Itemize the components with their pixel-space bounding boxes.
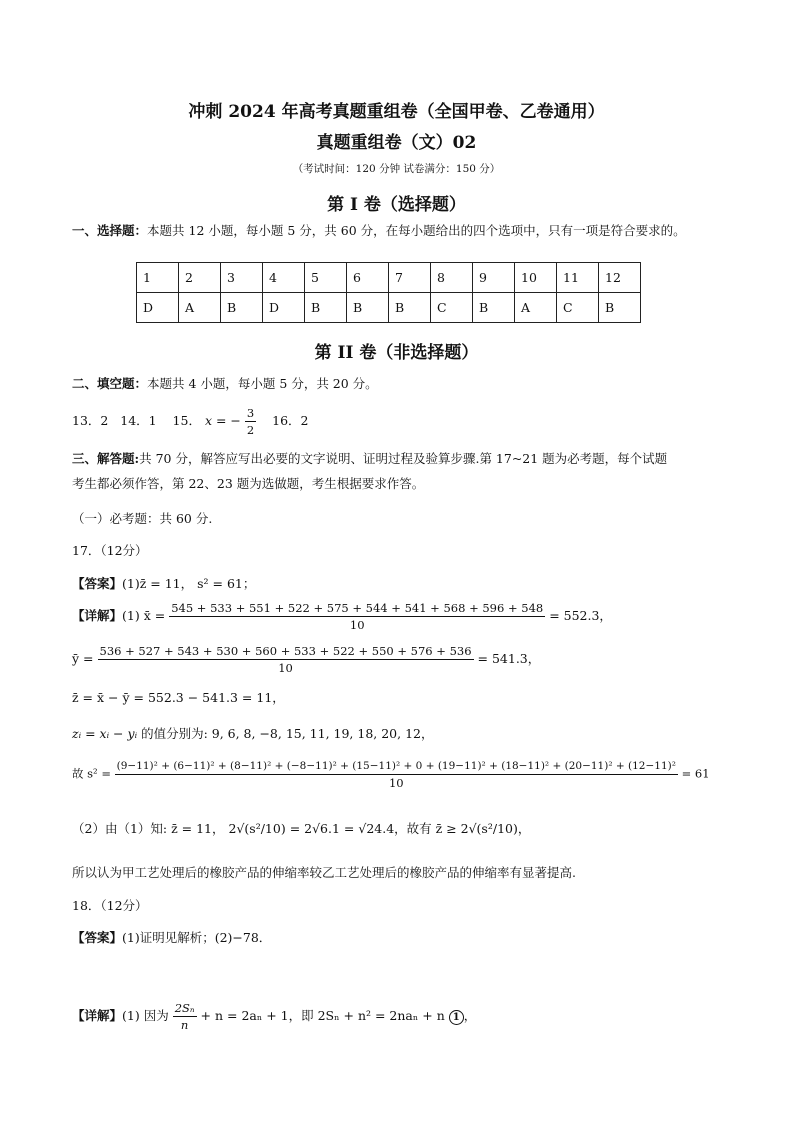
equation-tail: ， xyxy=(463,1008,477,1023)
question-number-cell: 6 xyxy=(347,263,389,293)
x-mean-fraction xyxy=(169,600,545,633)
solve-text-2: 考生都必须作答，第 22、23 题为选做题，考生根据要求作答。 xyxy=(72,476,425,491)
question-number-row xyxy=(137,263,641,293)
question-number-cell: 9 xyxy=(473,263,515,293)
part2-math: 2√(s²/10) = 2√6.1 = √24.4 xyxy=(228,821,395,836)
fill-answers xyxy=(72,405,308,438)
question-number-cell: 5 xyxy=(305,263,347,293)
q17-label: 17．（12分） xyxy=(72,543,148,558)
solve-instruction xyxy=(72,446,727,496)
fill-lead: 二、填空题： xyxy=(72,376,148,391)
frac-den: n xyxy=(180,1018,189,1032)
answer-text: (1)z̄ = 11， s² = 61； xyxy=(122,576,256,591)
variance-num: (9−11)² + (6−11)² + (8−11)² + (−8−11)² + (15−11)² + 0 + (19−11)² + (18−11)² + (20−11)² + (12−11)² xyxy=(115,758,678,775)
variance-prefix: 故 s² = xyxy=(72,766,111,781)
fill-instruction xyxy=(72,371,727,396)
answer-cell: A xyxy=(179,293,221,323)
detail-tag: 【详解】 xyxy=(72,1008,123,1023)
detail-tag: 【详解】 xyxy=(72,608,123,623)
question-number-cell: 10 xyxy=(515,263,557,293)
question-number-cell: 8 xyxy=(431,263,473,293)
zi-formula: zᵢ = xᵢ − yᵢ xyxy=(72,726,138,741)
answer-cell: B xyxy=(221,293,263,323)
answer-cell: B xyxy=(347,293,389,323)
part2-text-2: ，故有 z̄ ≥ 2√(s²/10)， xyxy=(394,821,531,836)
frac-den: 2 xyxy=(246,423,255,437)
detail-text: (1) 因为 xyxy=(122,1008,169,1023)
q17-answer xyxy=(72,571,727,596)
part2-text-1: （2）由（1）知: z̄ = 11， xyxy=(72,821,225,836)
answer-tag: 【答案】 xyxy=(72,930,123,945)
q17-part2 xyxy=(72,819,530,837)
required-section: （一）必考题：共 60 分. xyxy=(72,511,213,526)
question-number-cell: 3 xyxy=(221,263,263,293)
q18-fraction xyxy=(173,1000,197,1033)
fill-answer-14: 14．1 xyxy=(120,413,157,428)
fill-answer-15-var: x xyxy=(204,413,212,428)
fill-text: 本题共 4 小题，每小题 5 分，共 20 分。 xyxy=(147,376,378,391)
x-mean-prefix: (1) x̄ = xyxy=(122,608,166,623)
q17-conclusion: 所以认为甲工艺处理后的橡胶产品的伸缩率较乙工艺处理后的橡胶产品的伸缩率有显著提高. xyxy=(72,865,576,880)
answer-cell: C xyxy=(557,293,599,323)
fill-answer-15-label: 15． xyxy=(172,413,201,428)
answer-row xyxy=(137,293,641,323)
answer-text: (1)证明见解析；(2)−78． xyxy=(122,930,272,945)
equation-rest: + n = 2aₙ + 1，即 2Sₙ + n² = 2naₙ + n xyxy=(196,1008,445,1023)
instruction-lead: 一、选择题： xyxy=(72,223,148,238)
q18-label: 18．（12分） xyxy=(72,898,148,913)
y-sum: 536 + 527 + 543 + 530 + 560 + 533 + 522 + 550 + 576 + 536 xyxy=(99,644,472,658)
frac-num: 2Sₙ xyxy=(174,1001,195,1015)
fill-answer-15-fraction xyxy=(245,405,256,438)
q17-detail-y xyxy=(72,643,540,676)
solve-lead: 三、解答题: xyxy=(72,451,140,466)
fill-answer-13: 13．2 xyxy=(72,413,109,428)
solve-text-1: 共 70 分，解答应写出必要的文字说明、证明过程及验算步骤.第 17~21 题为必考题，每个试题 xyxy=(139,451,668,466)
circled-number-one: 1 xyxy=(449,1010,464,1025)
q17-variance xyxy=(72,758,710,791)
y-den: 10 xyxy=(278,661,293,675)
part2-heading: 第 II 卷（非选择题） xyxy=(314,343,479,363)
x-den: 10 xyxy=(349,618,365,632)
part1-heading: 第 I 卷（选择题） xyxy=(327,195,466,215)
question-number-cell: 7 xyxy=(389,263,431,293)
answer-tag: 【答案】 xyxy=(72,576,123,591)
answer-cell: C xyxy=(431,293,473,323)
answer-cell: D xyxy=(263,293,305,323)
question-number-cell: 12 xyxy=(599,263,641,293)
frac-num: 3 xyxy=(246,406,255,420)
q17-zi-values xyxy=(72,724,434,742)
x-sum: 545 + 533 + 551 + 522 + 575 + 544 + 541 + 568 + 596 + 548 xyxy=(171,601,544,615)
part1-instruction xyxy=(72,218,727,243)
question-number-cell: 1 xyxy=(137,263,179,293)
y-mean-fraction xyxy=(98,643,474,676)
x-result: = 552.3， xyxy=(549,608,612,623)
q17-z-mean: z̄ = x̄ − ȳ = 552.3 − 541.3 = 11， xyxy=(72,690,285,705)
answer-cell: B xyxy=(599,293,641,323)
answer-cell: A xyxy=(515,293,557,323)
zi-values-text: 的值分别为: 9, 6, 8, −8, 15, 11, 19, 18, 20, 12， xyxy=(137,726,434,741)
variance-result: = 61 xyxy=(681,766,710,781)
page-title: 冲刺 2024 年高考真题重组卷（全国甲卷、乙卷通用） xyxy=(188,102,605,122)
fill-answer-15-eq: = − xyxy=(212,413,241,428)
exam-meta: （考试时间：120 分钟 试卷满分：150 分） xyxy=(292,163,501,175)
answer-cell: B xyxy=(473,293,515,323)
q17-detail-x xyxy=(72,600,612,633)
y-mean-prefix: ȳ = xyxy=(72,651,94,666)
variance-den: 10 xyxy=(388,776,404,790)
answer-table xyxy=(136,262,641,323)
question-number-cell: 2 xyxy=(179,263,221,293)
page-subtitle: 真题重组卷（文）02 xyxy=(316,133,477,153)
question-number-cell: 4 xyxy=(263,263,305,293)
q18-answer xyxy=(72,925,727,950)
instruction-text: 本题共 12 小题，每小题 5 分，共 60 分，在每小题给出的四个选项中，只有一项是符合要求的。 xyxy=(147,223,686,238)
fill-answer-16: 16．2 xyxy=(272,413,309,428)
y-result: = 541.3， xyxy=(477,651,541,666)
answer-cell: D xyxy=(137,293,179,323)
variance-fraction xyxy=(115,758,678,791)
question-number-cell: 11 xyxy=(557,263,599,293)
q18-detail xyxy=(72,1000,476,1033)
answer-cell: B xyxy=(305,293,347,323)
answer-cell: B xyxy=(389,293,431,323)
